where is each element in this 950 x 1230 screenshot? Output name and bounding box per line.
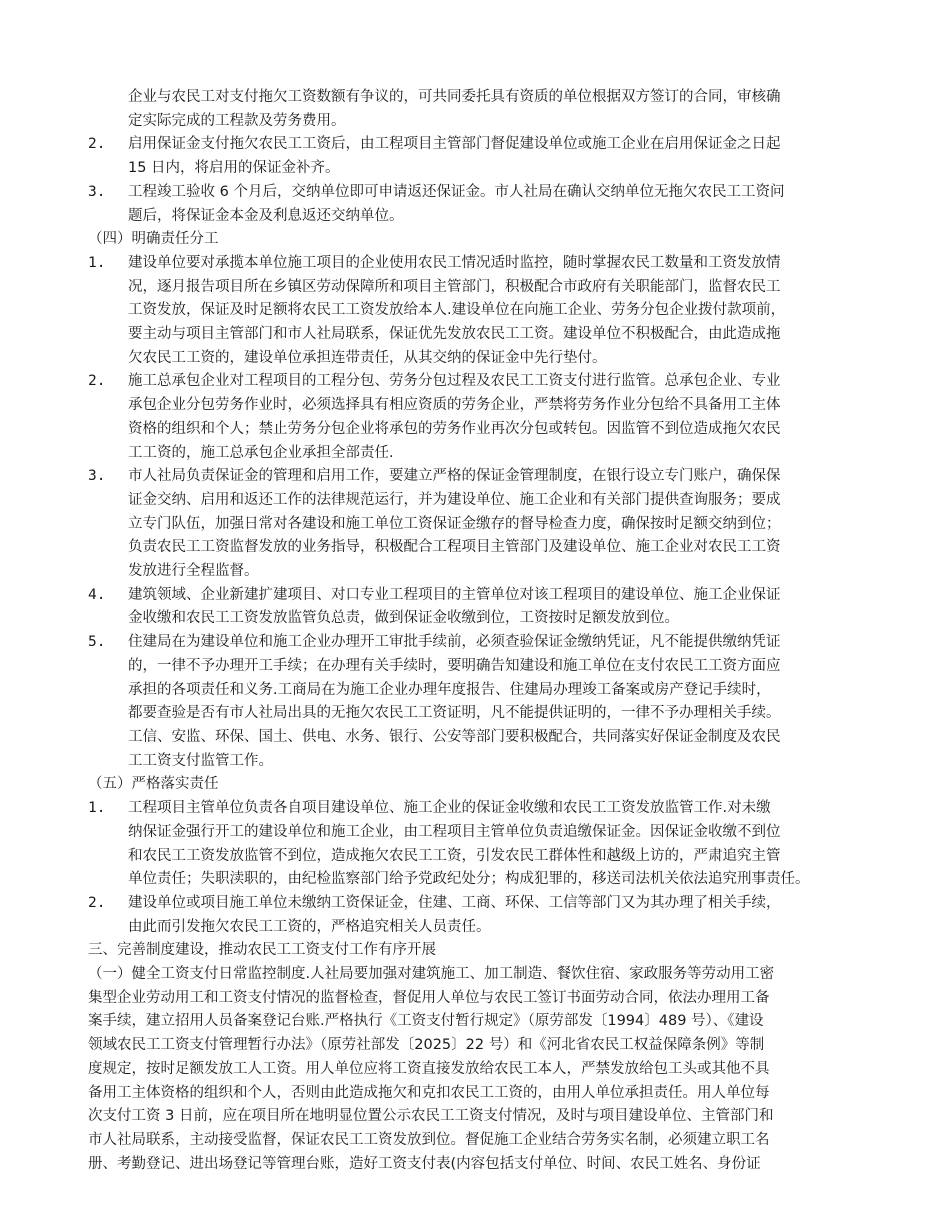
text-line: 金收缴和农民工工资发放监管负总责，做到保证金收缴到位，工资按时足额发放到位。 [128, 610, 679, 627]
list-item [0, 584, 950, 631]
text-line: 启用保证金支付拖欠农民工工资后，由工程项目主管部门督促建设单位或施工企业在启用保证金之日起 [128, 136, 781, 153]
text-line: 15 日内，将启用的保证金补齐。 [128, 160, 340, 177]
list-item [0, 252, 950, 371]
list-number: 5. [88, 634, 106, 651]
list-item [0, 133, 950, 180]
text-line: 纳保证金强行开工的建设单位和施工企业，由工程项目主管单位负责追缴保证金。因保证金收缴不到位 [128, 823, 781, 840]
text-line: 案手续，建立招用人员备案登记台账.严格执行《工资支付暂行规定》（原劳部发〔1994〕489 号）、《建设 [88, 1013, 764, 1030]
part-heading: 三、完善制度建设，推动农民工工资支付工作有序开展 [88, 942, 436, 959]
text-line: 工工资的，施工总承包企业承担全部责任. [128, 444, 394, 461]
text-line: 建设单位要对承揽本单位施工项目的企业使用农民工情况适时监控，随时掌握农民工数量和工资发放情 [128, 254, 781, 271]
text-line: （一）健全工资支付日常监控制度.人社局要加强对建筑施工、加工制造、餐饮住宿、家政服务等劳动用工密 [88, 966, 775, 983]
text-line: 建设单位或项目施工单位未缴纳工资保证金，住建、工商、环保、工信等部门又为其办理了相关手续， [128, 894, 781, 911]
list-number: 2. [88, 136, 106, 153]
text-line: 工信、安监、环保、国土、供电、水务、银行、公安等部门要积极配合，共同落实好保证金制度及农民 [128, 728, 781, 745]
text-line: 度规定，按时足额发放工人工资。用人单位应将工资直接发放给农民工本人，严禁发放给包工头或其他不具 [88, 1060, 770, 1077]
text-line: 承包企业分包劳务作业时，必须选择具有相应资质的劳务企业，严禁将劳务作业分包给不具备用工主体 [128, 397, 781, 414]
list-number: 3. [88, 183, 106, 200]
text-line: 的，一律不予办理开工手续；在办理有关手续时，要明确告知建设和施工单位在支付农民工工资方面应 [128, 657, 781, 674]
list-number: 2. [88, 894, 106, 911]
list-item [0, 797, 950, 892]
text-line: 资格的组织和个人；禁止劳务分包企业将承包的劳务作业再次分包或转包。因监管不到位造成拖欠农民 [128, 420, 781, 437]
list-number: 2. [88, 373, 106, 390]
text-line: 都要查验是否有市人社局出具的无拖欠农民工工资证明，凡不能提供证明的，一律不予办理相关手续。 [128, 705, 781, 722]
text-line: 由此而引发拖欠农民工工资的，严格追究相关人员责任。 [128, 918, 491, 935]
text-line: 企业与农民工对支付拖欠工资数额有争议的，可共同委托具有资质的单位根据双方签订的合同，审核确 [128, 89, 781, 105]
text-line: 单位责任；失职渎职的，由纪检监察部门给予党政纪处分；构成犯罪的，移送司法机关依法追究刑事责任。 [128, 871, 810, 888]
text-line: 负责农民工工资监督发放的业务指导，积极配合工程项目主管部门及建设单位、施工企业对农民工工资 [128, 539, 781, 556]
text-line: 建筑领域、企业新建扩建项目、对口专业工程项目的主管单位对该工程项目的建设单位、施工企业保证 [128, 586, 781, 603]
list-item [0, 465, 950, 584]
text-line: 题后，将保证金本金及利息返还交纳单位。 [128, 207, 404, 224]
text-line: 工程项目主管单位负责各自项目建设单位、施工企业的保证金收缴和农民工工资发放监管工作.对未缴 [128, 800, 771, 817]
list-item [0, 631, 950, 773]
section-heading: （五）严格落实责任 [88, 776, 219, 793]
text-line: 市人社局联系，主动接受监督，保证农民工工资发放到位。督促施工企业结合劳务实名制，必须建立职工名 [88, 1131, 770, 1148]
text-line: 工程竣工验收 6 个月后，交纳单位即可申请返还保证金。市人社局在确认交纳单位无拖欠农民工工资问 [128, 183, 785, 200]
text-line: 工工资支付监管工作。 [128, 752, 273, 769]
text-line: 承担的各项责任和义务.工商局在为施工企业办理年度报告、住建局办理竣工备案或房产登记手续时， [128, 681, 771, 698]
text-line: 册、考勤登记、进出场登记等管理台账，造好工资支付表(内容包括支付单位、时间、农民工姓名、身份证 [88, 1155, 761, 1172]
text-line: 工资发放，保证及时足额将农民工工资发放给本人.建设单位在向施工企业、劳务分包企业拨付款项前， [128, 302, 786, 319]
text-line: 领域农民工工资支付管理暂行办法》（原劳社部发〔2025〕22 号）和《河北省农民工权益保障条例》等制 [88, 1037, 765, 1054]
text-line: 备用工主体资格的组织和个人，否则由此造成拖欠和克扣农民工工资的，由用人单位承担责任。用人单位每 [88, 1084, 770, 1101]
list-number: 1. [88, 800, 106, 817]
document-page [0, 86, 950, 1176]
text-line: 集型企业劳动用工和工资支付情况的监督检查，督促用人单位与农民工签订书面劳动合同，依法办理用工备 [88, 989, 770, 1006]
text-line: 施工总承包企业对工程项目的工程分包、劳务分包过程及农民工工资支付进行监管。总承包企业、专业 [128, 373, 781, 390]
text-line: 证金交纳、启用和返还工作的法律规范运行，并为建设单位、施工企业和有关部门提供查询服务；要成 [128, 491, 781, 508]
list-number: 1. [88, 254, 106, 271]
list-number: 4. [88, 586, 106, 603]
text-line: 欠农民工工资的，建设单位承担连带责任，从其交纳的保证金中先行垫付。 [128, 349, 607, 366]
text-line: 立专门队伍，加强日常对各建设和施工单位工资保证金缴存的督导检查力度，确保按时足额交纳到位； [128, 515, 781, 532]
text-line: 定实际完成的工程款及劳务费用。 [128, 112, 346, 129]
text-line: 和农民工工资发放监管不到位，造成拖欠农民工工资，引发农民工群体性和越级上访的，严肃追究主管 [128, 847, 781, 864]
text-line: 住建局在为建设单位和施工企业办理开工审批手续前，必须查验保证金缴纳凭证，凡不能提供缴纳凭证 [128, 634, 781, 651]
text-line: 次支付工资 3 日前，应在项目所在地明显位置公示农民工工资支付情况，及时与项目建设单位、主管部门和 [88, 1108, 774, 1125]
list-item [0, 892, 950, 939]
text-line: 况，逐月报告项目所在乡镇区劳动保障所和项目主管部门，积极配合市政府有关职能部门，监督农民工 [128, 278, 781, 295]
text-line: 发放进行全程监督。 [128, 563, 259, 580]
list-item [0, 181, 950, 228]
text-line: 要主动与项目主管部门和市人社局联系，保证优先发放农民工工资。建设单位不积极配合，由此造成拖 [128, 326, 781, 343]
text-line: 市人社局负责保证金的管理和启用工作，要建立严格的保证金管理制度，在银行设立专门账户，确保保 [128, 468, 781, 485]
list-number: 3. [88, 468, 106, 485]
list-item [0, 370, 950, 465]
paragraph [0, 963, 950, 1176]
section-heading: （四）明确责任分工 [88, 231, 219, 248]
